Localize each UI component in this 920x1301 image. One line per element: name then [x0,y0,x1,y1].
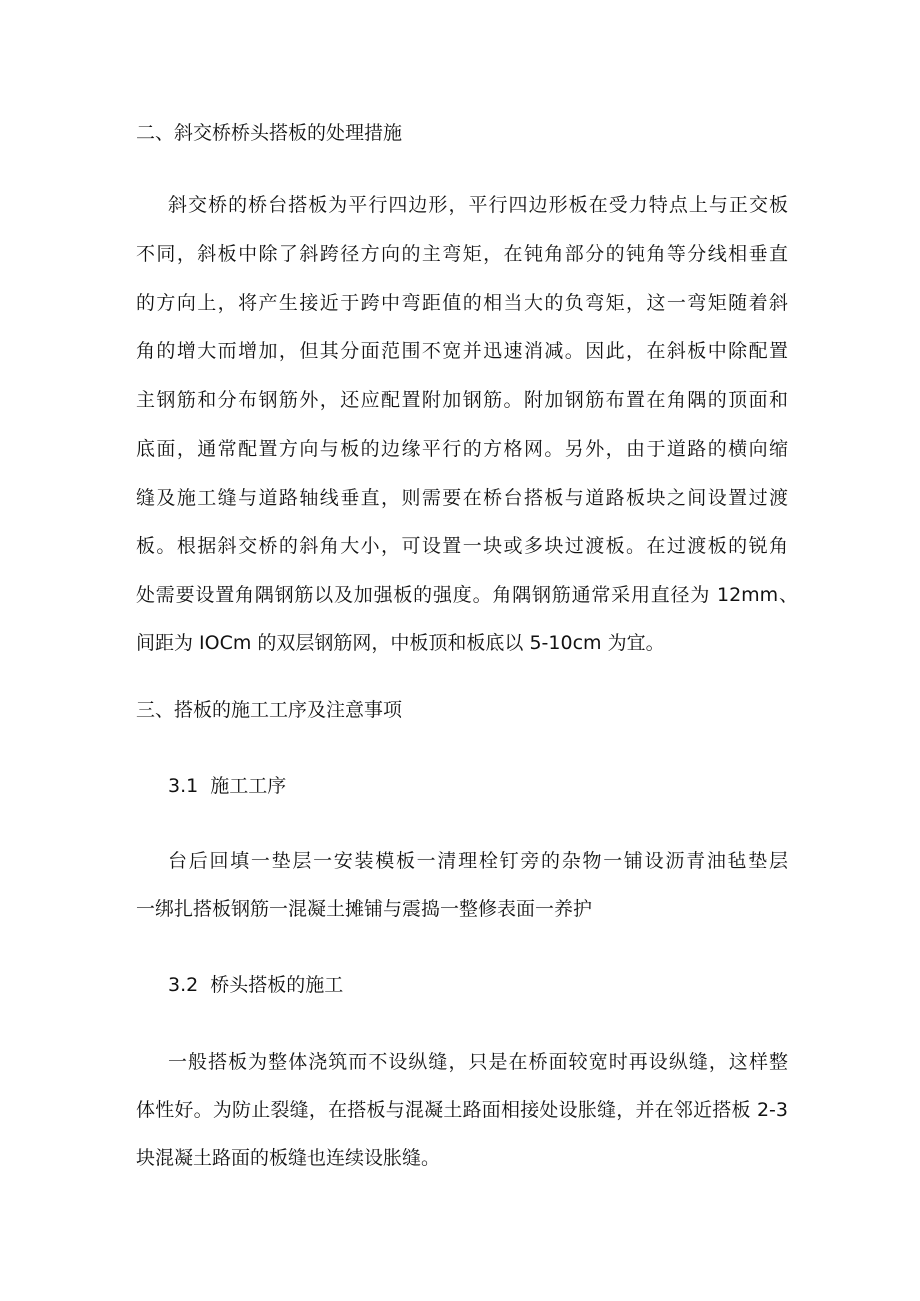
subsection-3-2-paragraph-line: 一般搭板为整体浇筑而不设纵缝，只是在桥面较宽时再设纵缝，这样整 [168,1051,788,1073]
section2-paragraph-line: 主钢筋和分布钢筋外，还应配置附加钢筋。附加钢筋布置在角隅的顶面和 [136,389,788,411]
section2-paragraph-line: 缝及施工缝与道路轴线垂直，则需要在桥台搭板与道路板块之间设置过渡 [136,487,788,509]
section2-paragraph-line: 板。根据斜交桥的斜角大小，可设置一块或多块过渡板。在过渡板的锐角 [136,535,788,557]
subsection-3-2-paragraph-line: 块混凝土路面的板缝也连续设胀缝。 [136,1147,441,1169]
section2-paragraph-line: 底面，通常配置方向与板的边缘平行的方格网。另外，由于道路的横向缩 [136,438,788,460]
subsection-3-2-heading: 3.2 桥头搭板的施工 [168,974,344,996]
section3-heading: 三、搭板的施工工序及注意事项 [136,699,403,721]
subsection-3-1-heading: 3.1 施工工序 [168,775,287,797]
subsection-3-1-paragraph-line: 一绑扎搭板钢筋一混凝土摊铺与震捣一整修表面一养护 [136,898,593,920]
section2-paragraph-line: 处需要设置角隅钢筋以及加强板的强度。角隅钢筋通常采用直径为 12mm、 [136,584,798,606]
subsection-3-2-paragraph-line: 体性好。为防止裂缝，在搭板与混凝土路面相接处设胀缝，并在邻近搭板 2-3 [136,1099,788,1121]
section2-paragraph-line: 不同，斜板中除了斜跨径方向的主弯矩，在钝角部分的钝角等分线相垂直 [136,243,788,265]
section2-paragraph-line: 角的增大而增加，但其分面范围不宽并迅速消减。因此，在斜板中除配置 [136,340,788,362]
section2-heading: 二、斜交桥桥头搭板的处理措施 [136,122,403,144]
section2-paragraph-line: 斜交桥的桥台搭板为平行四边形，平行四边形板在受力特点上与正交板 [168,194,788,216]
section2-paragraph-line: 的方向上，将产生接近于跨中弯距值的相当大的负弯矩，这一弯矩随着斜 [136,292,788,314]
section2-paragraph-line: 间距为 IOCm 的双层钢筋网，中板顶和板底以 5-10cm 为宜。 [136,632,665,654]
subsection-3-1-paragraph-line: 台后回填一垫层一安装模板一清理栓钉旁的杂物一铺设沥青油毡垫层 [168,850,788,872]
